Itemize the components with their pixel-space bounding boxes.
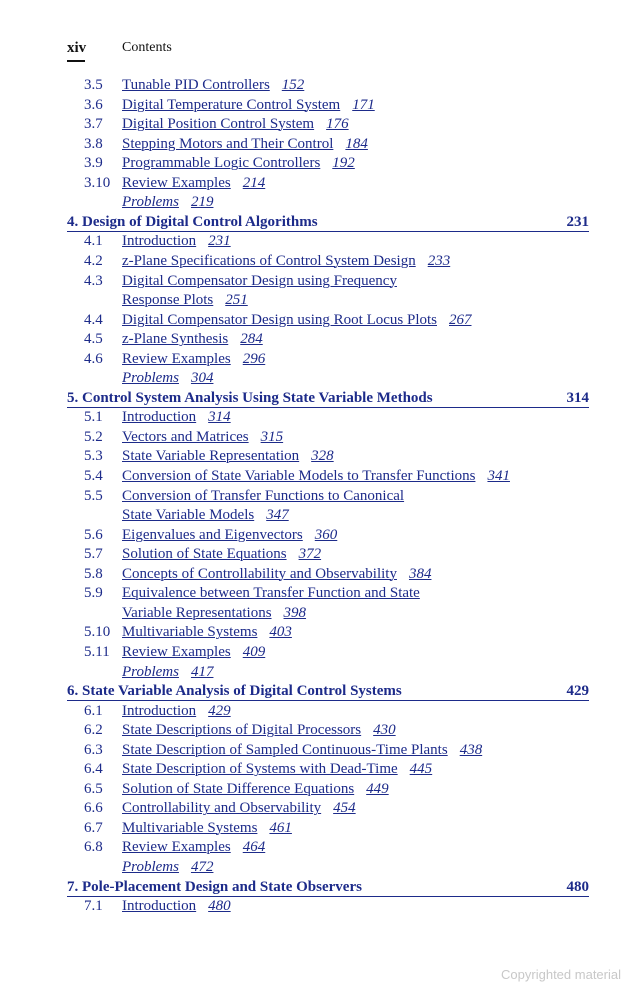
toc-problems[interactable] bbox=[122, 663, 213, 681]
entry-title: Solution of State Equations bbox=[122, 546, 287, 563]
toc-problems[interactable] bbox=[122, 193, 213, 211]
entry-page: 328 bbox=[311, 448, 334, 465]
entry-page: 192 bbox=[332, 155, 355, 172]
chapter-page: 480 bbox=[566, 878, 589, 895]
entry-title: State Variable Representation bbox=[122, 448, 300, 465]
entry-number: 4.2 bbox=[84, 252, 103, 269]
entry-number: 4.3 bbox=[84, 272, 103, 289]
entry-number: 6.4 bbox=[84, 761, 103, 778]
entry-title: z-Plane Specifications of Control System Design bbox=[122, 252, 416, 269]
entry-number: 5.8 bbox=[84, 565, 103, 582]
chapter-title: 5. Control System Analysis Using State Variable Methods bbox=[67, 389, 433, 406]
entry-title: Review Examples bbox=[122, 174, 231, 191]
toc-entry[interactable] bbox=[84, 350, 265, 368]
entry-title: Controllability and Observability bbox=[122, 800, 322, 817]
entry-page: 219 bbox=[190, 194, 214, 211]
entry-number: 5.2 bbox=[84, 428, 103, 445]
entry-number: 5.10 bbox=[84, 624, 111, 641]
entry-page: 461 bbox=[269, 819, 292, 836]
entry-title: Tunable PID Controllers bbox=[122, 77, 270, 93]
entry-title: Programmable Logic Controllers bbox=[122, 155, 321, 172]
entry-title: Response Plots bbox=[122, 292, 214, 309]
entry-number: 3.10 bbox=[84, 174, 111, 191]
entry-number: 6.5 bbox=[84, 780, 103, 797]
entry-page: 464 bbox=[242, 839, 266, 856]
entry-page: 171 bbox=[352, 96, 375, 113]
entry-page: 233 bbox=[427, 252, 451, 269]
entry-title: Eigenvalues and Eigenvectors bbox=[122, 526, 303, 543]
entry-page: 267 bbox=[449, 311, 472, 328]
toc-entry-continuation[interactable] bbox=[122, 291, 248, 309]
entry-number: 6.2 bbox=[84, 722, 103, 739]
entry-page: 472 bbox=[190, 859, 214, 875]
entry-title: Introduction bbox=[122, 233, 197, 250]
entry-title: Digital Compensator Design using Frequency bbox=[122, 272, 397, 289]
entry-title: State Description of Systems with Dead-Time bbox=[122, 761, 398, 778]
entry-page: 454 bbox=[333, 800, 356, 817]
entry-title: Problems bbox=[122, 370, 179, 387]
entry-page: 184 bbox=[345, 135, 368, 152]
toc-chapter[interactable] bbox=[67, 682, 589, 701]
entry-title: z-Plane Synthesis bbox=[122, 331, 229, 348]
toc-entry[interactable] bbox=[84, 467, 510, 485]
toc-entry[interactable] bbox=[84, 272, 397, 290]
toc-entry[interactable] bbox=[84, 447, 334, 465]
chapter-page: 314 bbox=[566, 389, 589, 406]
entry-number: 6.6 bbox=[84, 800, 103, 817]
entry-page: 438 bbox=[459, 741, 483, 758]
entry-title: Introduction bbox=[122, 898, 197, 915]
entry-number: 4.4 bbox=[84, 311, 103, 328]
entry-page: 403 bbox=[269, 624, 292, 641]
toc-entry[interactable] bbox=[84, 780, 389, 798]
toc-entry[interactable] bbox=[84, 565, 431, 583]
entry-page: 449 bbox=[366, 780, 389, 797]
entry-title: Review Examples bbox=[122, 350, 231, 367]
toc-entry[interactable] bbox=[84, 174, 265, 192]
toc-entry[interactable] bbox=[84, 252, 450, 270]
toc-entry[interactable] bbox=[84, 760, 432, 778]
entry-title: Equivalence between Transfer Function and State bbox=[122, 585, 420, 602]
entry-number: 5.6 bbox=[84, 526, 103, 543]
toc-chapter[interactable] bbox=[67, 213, 589, 232]
entry-number: 3.8 bbox=[84, 135, 103, 152]
entry-number: 5.3 bbox=[84, 448, 103, 465]
entry-page: 231 bbox=[208, 233, 231, 250]
chapter-page: 231 bbox=[566, 213, 589, 230]
entry-title: Problems bbox=[122, 194, 179, 211]
entry-title: Concepts of Controllability and Observability bbox=[122, 565, 397, 582]
entry-title: Multivariable Systems bbox=[122, 624, 258, 641]
toc-entry[interactable] bbox=[84, 838, 265, 856]
entry-number: 4.1 bbox=[84, 233, 103, 250]
chapter-title: 6. State Variable Analysis of Digital Control Systems bbox=[67, 683, 402, 700]
page-number: xiv bbox=[67, 40, 87, 56]
entry-number: 6.1 bbox=[84, 702, 103, 719]
entry-number: 5.4 bbox=[84, 468, 103, 484]
toc-entry[interactable] bbox=[84, 819, 292, 837]
entry-title: Review Examples bbox=[122, 643, 231, 660]
toc-entry[interactable] bbox=[84, 408, 231, 426]
toc-entry[interactable] bbox=[84, 428, 283, 446]
entry-page: 315 bbox=[260, 428, 284, 445]
page-number-underline bbox=[67, 60, 85, 62]
entry-number: 3.9 bbox=[84, 155, 103, 172]
toc-entry[interactable] bbox=[84, 526, 337, 544]
entry-number: 3.6 bbox=[84, 96, 103, 113]
entry-title: Digital Compensator Design using Root Locus Plots bbox=[122, 311, 437, 328]
entry-page: 445 bbox=[409, 761, 433, 778]
entry-page: 176 bbox=[326, 116, 349, 133]
entry-number: 5.11 bbox=[84, 643, 110, 660]
entry-page: 304 bbox=[190, 370, 214, 387]
entry-page: 430 bbox=[373, 722, 396, 739]
entry-page: 409 bbox=[242, 643, 266, 660]
entry-number: 7.1 bbox=[84, 898, 103, 915]
toc-entry[interactable] bbox=[84, 76, 304, 94]
entry-page: 360 bbox=[314, 526, 338, 543]
entry-page: 251 bbox=[225, 292, 248, 309]
entry-number: 6.3 bbox=[84, 741, 103, 758]
toc-entry[interactable] bbox=[84, 584, 420, 602]
entry-title: Introduction bbox=[122, 409, 197, 426]
toc-entry[interactable] bbox=[84, 115, 349, 133]
chapter-page: 429 bbox=[566, 683, 589, 700]
entry-page: 341 bbox=[487, 468, 510, 484]
toc-entry[interactable] bbox=[84, 330, 263, 348]
entry-page: 347 bbox=[266, 507, 289, 524]
entry-title: Digital Temperature Control System bbox=[122, 96, 341, 113]
entry-title: Introduction bbox=[122, 702, 197, 719]
toc-entry[interactable] bbox=[84, 311, 472, 329]
entry-title: Vectors and Matrices bbox=[122, 428, 249, 445]
toc-problems[interactable] bbox=[122, 369, 213, 387]
entry-number: 5.9 bbox=[84, 585, 103, 602]
entry-page: 384 bbox=[408, 565, 432, 582]
entry-page: 214 bbox=[242, 174, 266, 191]
entry-number: 5.7 bbox=[84, 546, 103, 563]
toc-entry[interactable] bbox=[84, 897, 231, 915]
entry-title: Conversion of Transfer Functions to Canonical bbox=[122, 487, 405, 504]
entry-title: Solution of State Difference Equations bbox=[122, 780, 355, 797]
toc-entry[interactable] bbox=[84, 96, 375, 114]
toc-entry-continuation[interactable] bbox=[122, 604, 306, 622]
entry-title: Review Examples bbox=[122, 839, 231, 856]
toc-entry[interactable] bbox=[84, 702, 231, 720]
entry-number: 5.1 bbox=[84, 409, 103, 426]
toc-entry[interactable] bbox=[84, 623, 292, 641]
entry-page: 284 bbox=[240, 331, 263, 348]
chapter-title: 4. Design of Digital Control Algorithms bbox=[67, 213, 318, 230]
entry-number: 4.5 bbox=[84, 331, 103, 348]
entry-title: State Variable Models bbox=[122, 507, 255, 524]
entry-title: Problems bbox=[122, 663, 179, 680]
toc-entry[interactable] bbox=[84, 487, 404, 505]
entry-number: 6.7 bbox=[84, 819, 103, 836]
entry-title: Stepping Motors and Their Control bbox=[122, 135, 334, 152]
toc-entry[interactable] bbox=[84, 741, 482, 759]
toc-chapter[interactable] bbox=[67, 389, 589, 408]
toc-entry[interactable] bbox=[84, 135, 368, 153]
entry-page: 314 bbox=[208, 409, 231, 426]
entry-page: 429 bbox=[208, 702, 231, 719]
toc-entry-continuation[interactable] bbox=[122, 506, 289, 524]
entry-number: 3.7 bbox=[84, 116, 103, 133]
toc-entry[interactable] bbox=[84, 643, 265, 661]
entry-title: State Descriptions of Digital Processors bbox=[122, 722, 362, 739]
entry-page: 480 bbox=[208, 898, 231, 915]
entry-title: Digital Position Control System bbox=[122, 116, 315, 133]
toc-entry[interactable] bbox=[84, 799, 356, 817]
toc-entry[interactable] bbox=[84, 545, 321, 563]
toc-chapter[interactable] bbox=[67, 878, 589, 897]
running-title: Contents bbox=[122, 40, 172, 55]
entry-page: 152 bbox=[281, 77, 305, 93]
entry-number: 6.8 bbox=[84, 839, 103, 856]
toc-entry[interactable] bbox=[84, 721, 396, 739]
entry-number: 4.6 bbox=[84, 350, 103, 367]
entry-title: Multivariable Systems bbox=[122, 819, 258, 836]
chapter-title: 7. Pole-Placement Design and State Observers bbox=[67, 878, 362, 895]
entry-title: Problems bbox=[122, 859, 179, 875]
copyright-watermark: Copyrighted material bbox=[501, 967, 621, 982]
toc-entry[interactable] bbox=[84, 232, 231, 250]
entry-number: 5.5 bbox=[84, 487, 103, 504]
entry-title: State Description of Sampled Continuous-Time Plants bbox=[122, 741, 448, 758]
entry-page: 417 bbox=[190, 663, 214, 680]
entry-title: Variable Representations bbox=[122, 604, 272, 621]
entry-page: 398 bbox=[283, 604, 307, 621]
entry-page: 296 bbox=[242, 350, 266, 367]
toc-problems[interactable] bbox=[122, 858, 213, 876]
entry-title: Conversion of State Variable Models to Transfer Functions bbox=[122, 468, 476, 484]
toc-entry[interactable] bbox=[84, 154, 355, 172]
entry-number: 3.5 bbox=[84, 77, 103, 93]
entry-page: 372 bbox=[298, 546, 322, 563]
